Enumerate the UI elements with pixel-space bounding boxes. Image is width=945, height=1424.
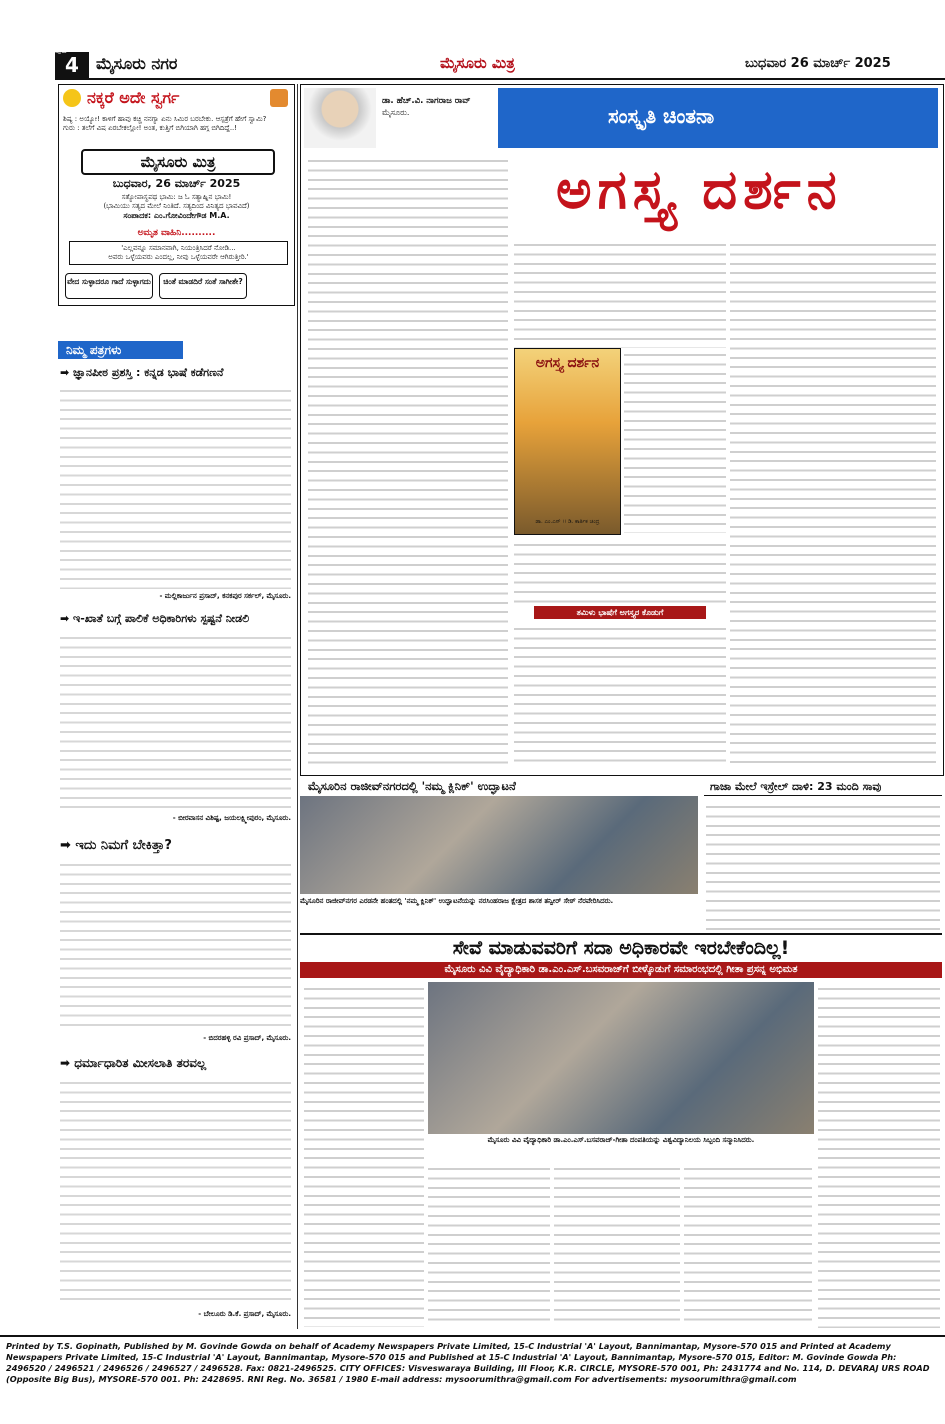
feature-col-2-side <box>624 348 726 533</box>
seve-col-5 <box>818 982 940 1328</box>
letters-banner-label: ನಿಮ್ಮ ಪತ್ರಗಳು <box>66 343 122 357</box>
nakkare-line: ಗುರು : ತಲೆಗೆ ವಿಷ ಏರಬೇಕಲ್ಲೋ! ಅಂತ, ಕುತ್ತಿಗೆ ಬಿಗಿಯಾಗಿ ಹಗ್ಗ ಬಿಗಿದಿದ್ದೆ..! <box>63 124 238 132</box>
book-author: ಡಾ. ಎಂ.ಎಸ್ ।। ಡಿ. ಕಾರ್ತಿಕ ಚಂದ್ರ <box>535 519 600 525</box>
gaza-body <box>706 800 940 932</box>
seve-caption: ಮೈಸೂರು ವಿವಿ ವೈದ್ಯಾಧಿಕಾರಿ ಡಾ.ಎಂ.ಎಸ್.ಬಸವರಾಜ್-ಗೀತಾ ದಂಪತಿಯನ್ನು ವಿಶ್ವವಿದ್ಯಾನಿಲಯ ಸಿಬ್ಬಂದಿ ಸನ್ಮಾನಿಸಿದರು. <box>487 1136 755 1144</box>
seve-photo <box>428 982 814 1134</box>
author-city: ಮೈಸೂರು. <box>382 108 410 117</box>
amrutha-title: ಅಮೃತ ವಾಹಿನಿ.......... <box>137 228 216 238</box>
gaza-headline-bar <box>704 778 942 796</box>
letter-title: ➡ ಇದು ನಿಮಗೆ ಬೇಕಿತ್ತಾ? <box>60 838 172 853</box>
feature-col-2-mid <box>514 538 726 603</box>
mitra-lines <box>65 193 288 220</box>
amrutha-line: ಅವರು ಒಳ್ಳೆಯವರು ಎಂದಲ್ಲ, ನೀವು ಒಳ್ಳೆಯವರೇ ಆಗಿರುತ್ತೀರಿ.' <box>108 253 249 261</box>
column-name: ಸಂಸ್ಕೃತಿ ಚಿಂತನಾ <box>608 104 715 128</box>
issue-date: ಬುಧವಾರ 26 ಮಾರ್ಚ್ 2025 <box>745 56 891 71</box>
seve-subhead-bar <box>300 962 942 978</box>
letter-body <box>60 858 291 1030</box>
column-rule <box>297 84 298 1329</box>
vedha-left: ವೇದ ಸುಳ್ಳಾದರೂ ಗಾದೆ ಸುಳ್ಳಾಗದು <box>65 273 153 299</box>
section-title: ಮೈಸೂರು ನಗರ <box>96 54 178 73</box>
seve-headline: ಸೇವೆ ಮಾಡುವವರಿಗೆ ಸದಾ ಅಧಿಕಾರವೇ ಇರಬೇಕೆಂದಿಲ್ಲ! <box>452 937 790 959</box>
letter-sign: - ಬೇಲೂರು ಡಿ.ಕೆ. ಪ್ರಸಾದ್, ಮೈಸೂರು. <box>198 1310 291 1318</box>
nakkare-banner <box>59 85 294 111</box>
mitra-line: (ಭಾಮಿಯು ಸತ್ಯದ ಮೇಲೆ ನಿಂತಿದೆ. ಸತ್ಯದಿಂದ ವಿನಿತ್ಯದ ಭಾವವಿದೆ) <box>103 202 250 210</box>
clinic-caption: ಮೈಸೂರಿನ ರಾಜೀವ್‌ನಗರ ಎರಡನೇ ಹಂತದಲ್ಲಿ 'ನಮ್ಮ ಕ್ಲಿನಿಕ್' ಉದ್ಘಾಟನೆಯನ್ನು ನರಸಿಂಹರಾಜ ಕ್ಷೇತ್ರದ ಶಾಸಕ ತನ್ವೀರ್ ಸೇಠ್ ನೆರವೇರಿಸಿದರು. <box>300 897 614 905</box>
seve-col-2 <box>428 1162 550 1328</box>
gaza-headline: ಗಾಜಾ ಮೇಲೆ ಇಸ್ರೇಲ್ ದಾಳಿ: 23 ಮಂದಿ ಸಾವು <box>710 780 882 793</box>
feature-col-3 <box>730 238 936 768</box>
author-photo <box>304 88 376 148</box>
amrutha-line: 'ಎಲ್ಲವನ್ನೂ ಸಮಾನವಾಗಿ, ನಿಯಂತ್ರಿಸಿದರೆ ನೋಡಿ... <box>121 244 236 252</box>
letter-sign: - ಬೀರವಾಸನ ವಿಶಿಷ್ಟ, ಜಯಲಕ್ಷ್ಮೀಪುರಂ, ಮೈಸೂರು. <box>172 814 291 822</box>
page-number: 4 <box>55 52 89 78</box>
mitra-line: ಸತ್ಯೋಪಾಸ್ಥಪಥ ಭಾಮಿ: ಜ ಓ ಸತ್ಯಾಹ್ನಿನ ಭಾಮಿ! <box>121 193 232 201</box>
author-name: ಡಾ. ಹೆಚ್.ವಿ. ನಾಗರಾಜ ರಾವ್ <box>382 96 471 106</box>
amrutha-box <box>69 241 288 265</box>
feature-col-2-bottom <box>514 622 726 767</box>
vedha-right: ಚಿಂತೆ ಮಾಡದಿರೆ ಸಂತೆ ಸಾಗೀತೇ? <box>159 273 247 299</box>
letters-banner <box>58 341 183 359</box>
letter-title: ➡ ಧರ್ಮಾಧಾರಿತ ಮೀಸಲಾತಿ ತರವಲ್ಲ <box>60 1056 207 1070</box>
letter-body <box>60 631 291 811</box>
feature-title: ಅಗಸ್ತ್ಯ ದರ್ಶನ <box>556 158 843 221</box>
clinic-photo <box>300 796 698 894</box>
book-cover <box>514 348 621 535</box>
letter-title: ➡ ಜ್ಞಾನಪೀಠ ಪ್ರಶಸ್ತಿ : ಕನ್ನಡ ಭಾಷೆ ಕಡೆಗಣನೆ <box>60 366 224 379</box>
letter-body <box>60 1076 291 1306</box>
feature-col-2-top <box>514 238 726 348</box>
nakkare-line: ಶಿಷ್ಯ : ಅಯ್ಯೋ! ಕಾಳಿಗೆ ಹಾವು ಕಚ್ಚಿ ನನಗ್ಯಾ ಏನು ಸಿಮಿರ ಬರಬೇಕು. ಆಸ್ಪತ್ರೆಗೆ ಹೇಗೆ ಸ್ವಾಮಿ? <box>63 115 267 123</box>
nakkare-text <box>63 115 289 133</box>
letter-sign: - ಮಲ್ಲಿಕಾರ್ಜುನ ಪ್ರಸಾದ್, ಕನಕಪುರ ಸರ್ಕಲ್, ಮೈಸೂರು. <box>159 592 291 600</box>
letter-sign: - ಬಿದರಹಳ್ಳಿ ರವಿ ಪ್ರಸಾದ್, ಮೈಸೂರು. <box>203 1034 291 1042</box>
cartoon-icon <box>270 89 288 107</box>
feature-col-1 <box>308 154 508 769</box>
feature-sub-banner: ತಮಿಳು ಭಾಷೆಗೆ ಅಗಸ್ತ್ಯರ ಕೊಡುಗೆ <box>534 606 706 619</box>
imprint-footer: Printed by T.S. Gopinath, Published by M. Govinde Gowda on behalf of Academy Newspapers Private Limited, 15-C Industrial 'A' Layout, Bannimantap, Mysore-570 015 and Printed at Academy Newspapers Private Limited, 15-C Industrial 'A' Layout, Bannimantap, Mysore-570 015 and Published at 15-C Industrial 'A' Layout, Bannimantap, Mysore-570 015, Editor: M. Govinde Gowda Ph: 2496520 / 2496521 / 2496526 / 2496527 / 2496528. Fax: 0821-2496525. CITY OFFICES: Visveswaraya Building, III Floor, K.R. CIRCLE, MYSORE-570 001, Ph: 2431774 and No. 114, D. DEVARAJ URS ROAD (Opposite Big Bus), MYSORE-570 001. Ph: 2428695. RNI Reg. No. 36581 / 1980 E-mail address: mysoorumithra@gmail.com For advertisements: mysoorumithra@gmail.com <box>0 1335 945 1424</box>
mitra-date: ಬುಧವಾರ, 26 ಮಾರ್ಚ್ 2025 <box>112 177 241 190</box>
nakkare-title: ನಕ್ಕರೆ ಅದೇ ಸ್ವರ್ಗ <box>87 88 180 107</box>
letter-title: ➡ ಇ-ಖಾತೆ ಬಗ್ಗೆ ಪಾಲಿಕೆ ಅಧಿಕಾರಿಗಳು ಸ್ಪಷ್ಟನೆ ನೀಡಲಿ <box>60 612 250 625</box>
mitra-logo: ಮೈಸೂರು ಮಿತ್ರ <box>81 149 275 175</box>
column-banner <box>498 88 938 148</box>
seve-subhead: ಮೈಸೂರು ವಿವಿ ವೈದ್ಯಾಧಿಕಾರಿ ಡಾ.ಎಂ.ಎಸ್.ಬಸವರಾಜ್‌ಗೆ ಬೀಳ್ಕೊಡುಗೆ ಸಮಾರಂಭದಲ್ಲಿ ಗೀತಾ ಪ್ರಸನ್ನ ಅಭಿಮತ <box>444 964 798 975</box>
header-rule <box>55 78 945 80</box>
letters-column <box>58 366 293 1326</box>
editor-line: ಸಂಪಾದಕ: ಎಂ.ಗೋವಿಂದೇಗೌಡ M.A. <box>123 211 230 220</box>
left-box <box>58 84 295 306</box>
letter-body <box>60 384 291 589</box>
masthead: ಮೈಸೂರು ಮಿತ್ರ <box>440 54 515 72</box>
seve-headline-bar <box>300 933 942 961</box>
seve-col-3 <box>554 1162 680 1328</box>
seve-col-1 <box>304 982 424 1327</box>
page-label: ಪುಟ <box>55 46 67 55</box>
seve-col-4 <box>684 1162 812 1328</box>
book-title: ಅಗಸ್ತ್ಯ ದರ್ಶನ <box>535 355 600 371</box>
clinic-headline-bar <box>300 778 700 795</box>
clinic-headline: ಮೈಸೂರಿನ ರಾಜೀವ್‌ನಗರದಲ್ಲಿ 'ನಮ್ಮ ಕ್ಲಿನಿಕ್' ಉದ್ಘಾಟನೆ <box>308 779 516 793</box>
laughing-face-icon <box>63 89 81 107</box>
